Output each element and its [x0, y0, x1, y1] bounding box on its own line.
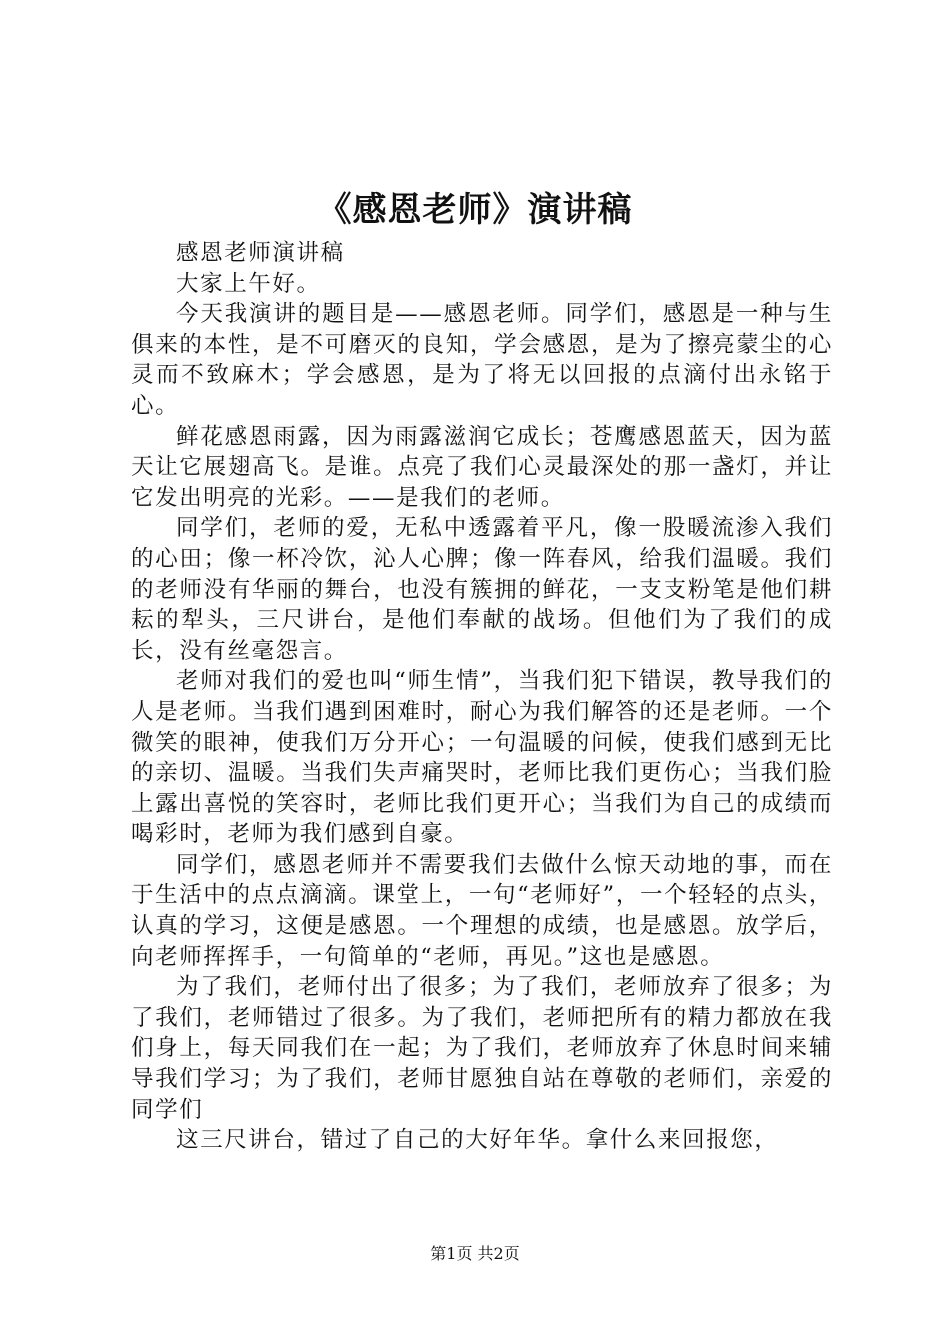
paragraph: 为了我们，老师付出了很多；为了我们，老师放弃了很多；为了我们，老师错过了很多。为了我们，老师把所有的精力都放在我们身上，每天同我们在一起；为了我们，老师放弃了休息时间来辅导我们学习；为了我们，老师甘愿独自站在尊敬的老师们，亲爱的同学们 — [131, 974, 833, 1123]
paragraph: 同学们，感恩老师并不需要我们去做什么惊天动地的事，而在于生活中的点点滴滴。课堂上，一句“老师好”，一个轻轻的点头，认真的学习，这便是感恩。一个理想的成绩，也是感恩。放学后，向老师挥挥手，一句简单的“老师，再见。”这也是感恩。 — [131, 851, 833, 970]
paragraph: 感恩老师演讲稿 — [176, 240, 345, 266]
document-body — [131, 238, 833, 1156]
page-number-footer: 第1页 共2页 — [430, 1244, 520, 1263]
paragraph: 今天我演讲的题目是——感恩老师。同学们，感恩是一种与生俱来的本性，是不可磨灭的良知，学会感恩，是为了擦亮蒙尘的心灵而不致麻木；学会感恩，是为了将无以回报的点滴付出永铭于心。 — [131, 301, 833, 419]
paragraph: 大家上午好。 — [176, 270, 321, 297]
paragraph: 同学们，老师的爱，无私中透露着平凡，像一股暖流渗入我们的心田；像一杯冷饮，沁人心脾；像一阵春风，给我们温暖。我们的老师没有华丽的舞台，也没有簇拥的鲜花，一支支粉笔是他们耕耘的犁头，三尺讲台，是他们奉献的战场。但他们为了我们的成长，没有丝毫怨言。 — [131, 515, 833, 664]
paragraph: 老师对我们的爱也叫“师生情”，当我们犯下错误，教导我们的人是老师。当我们遇到困难时，耐心为我们解答的还是老师。一个微笑的眼神，使我们万分开心；一句温暖的问候，使我们感到无比的亲切、温暖。当我们失声痛哭时，老师比我们更伤心；当我们脸上露出喜悦的笑容时，老师比我们更开心；当我们为自己的成绩而喝彩时，老师为我们感到自豪。 — [131, 668, 833, 848]
paragraph: 鲜花感恩雨露，因为雨露滋润它成长；苍鹰感恩蓝天，因为蓝天让它展翅高飞。是谁。点亮了我们心灵最深处的那一盏灯，并让它发出明亮的光彩。——是我们的老师。 — [131, 423, 833, 511]
paragraph: 这三尺讲台，错过了自己的大好年华。拿什么来回报您， — [176, 1127, 779, 1154]
document-title: 《感恩老师》演讲稿 — [317, 190, 633, 230]
